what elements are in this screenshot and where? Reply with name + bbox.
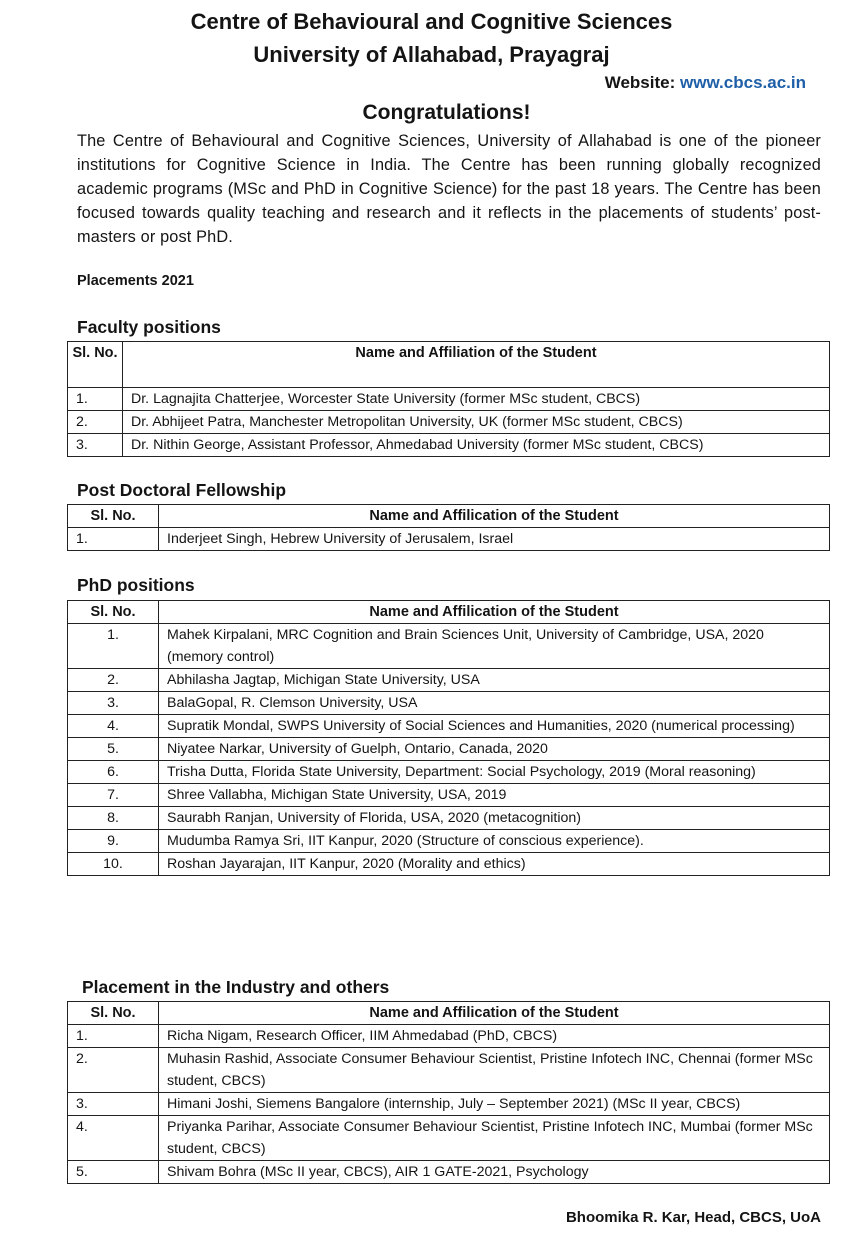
name-cell: Niyatee Narkar, University of Guelph, Ontario, Canada, 2020	[159, 738, 830, 761]
name-cell: Dr. Abhijeet Patra, Manchester Metropolitan University, UK (former MSc student, CBCS)	[123, 411, 830, 434]
name-cell: Trisha Dutta, Florida State University, Department: Social Psychology, 2019 (Moral reasoning)	[159, 761, 830, 784]
table-header-row	[68, 342, 830, 388]
col-name-header: Name and Affilication of the Student	[159, 601, 830, 624]
col-name-header: Name and Affilication of the Student	[159, 1002, 830, 1025]
table-row	[68, 528, 830, 551]
faculty-table	[67, 341, 830, 457]
industry-table	[67, 1001, 830, 1184]
sl-cell: 4.	[68, 1116, 159, 1161]
sl-cell: 3.	[68, 434, 123, 457]
table-row	[68, 624, 830, 669]
name-cell: Abhilasha Jagtap, Michigan State University, USA	[159, 669, 830, 692]
sl-cell: 4.	[68, 715, 159, 738]
table-row	[68, 807, 830, 830]
sl-cell: 8.	[68, 807, 159, 830]
table-header-row	[68, 505, 830, 528]
col-name-header: Name and Affilication of the Student	[159, 505, 830, 528]
table-row	[68, 434, 830, 457]
sl-cell: 10.	[68, 853, 159, 876]
placements-year: Placements 2021	[77, 273, 194, 289]
name-cell: Saurabh Ranjan, University of Florida, USA, 2020 (metacognition)	[159, 807, 830, 830]
university-title: University of Allahabad, Prayagraj	[253, 42, 610, 67]
phd-heading: PhD positions	[77, 575, 195, 595]
col-sl-header: Sl. No.	[68, 505, 159, 528]
website-label: Website:	[604, 73, 676, 92]
table-row	[68, 1116, 830, 1161]
name-cell: Dr. Lagnajita Chatterjee, Worcester State University (former MSc student, CBCS)	[123, 388, 830, 411]
sl-cell: 9.	[68, 830, 159, 853]
congratulations-heading: Congratulations!	[362, 101, 531, 124]
table-row	[68, 784, 830, 807]
name-cell: Himani Joshi, Siemens Bangalore (internship, July – September 2021) (MSc II year, CBCS)	[159, 1093, 830, 1116]
centre-title: Centre of Behavioural and Cognitive Sciences	[190, 9, 673, 34]
phd-table	[67, 600, 830, 876]
sl-cell: 1.	[68, 388, 123, 411]
sl-cell: 1.	[68, 528, 159, 551]
sl-cell: 5.	[68, 1161, 159, 1184]
website-link[interactable]: www.cbcs.ac.in	[680, 73, 806, 92]
table-row	[68, 1161, 830, 1184]
name-cell: Supratik Mondal, SWPS University of Social Sciences and Humanities, 2020 (numerical processing)	[159, 715, 830, 738]
sl-cell: 1.	[68, 624, 159, 669]
name-cell: Richa Nigam, Research Officer, IIM Ahmedabad (PhD, CBCS)	[159, 1025, 830, 1048]
name-cell: Shree Vallabha, Michigan State University, USA, 2019	[159, 784, 830, 807]
col-sl-header: Sl. No.	[68, 601, 159, 624]
sl-cell: 2.	[68, 669, 159, 692]
sl-cell: 5.	[68, 738, 159, 761]
table-row	[68, 1025, 830, 1048]
postdoc-table	[67, 504, 830, 551]
table-row	[68, 388, 830, 411]
industry-heading: Placement in the Industry and others	[82, 977, 390, 997]
sl-cell: 2.	[68, 1048, 159, 1093]
table-row	[68, 738, 830, 761]
name-cell: Mahek Kirpalani, MRC Cognition and Brain Sciences Unit, University of Cambridge, USA, 2020 (memory control)	[159, 624, 830, 669]
name-cell: Roshan Jayarajan, IIT Kanpur, 2020 (Morality and ethics)	[159, 853, 830, 876]
intro-paragraph: The Centre of Behavioural and Cognitive Sciences, University of Allahabad is one of the pioneer institutions for Cognitive Science in India. The Centre has been running globally recognized academic programs (MSc and PhD in Cognitive Science) for the past 18 years. The Centre has been focused towards quality teaching and research and it reflects in the placements of students’ post-masters or post PhD.	[77, 132, 821, 246]
table-row	[68, 853, 830, 876]
name-cell: Inderjeet Singh, Hebrew University of Jerusalem, Israel	[159, 528, 830, 551]
postdoc-heading: Post Doctoral Fellowship	[77, 480, 287, 500]
col-sl-header: Sl. No.	[68, 342, 123, 388]
sl-cell: 3.	[68, 1093, 159, 1116]
name-cell: Dr. Nithin George, Assistant Professor, Ahmedabad University (former MSc student, CBCS)	[123, 434, 830, 457]
table-header-row	[68, 1002, 830, 1025]
table-row	[68, 715, 830, 738]
sl-cell: 7.	[68, 784, 159, 807]
table-row	[68, 411, 830, 434]
website-line	[605, 73, 806, 93]
name-cell: Muhasin Rashid, Associate Consumer Behaviour Scientist, Pristine Infotech INC, Chennai (former MSc student, CBCS)	[159, 1048, 830, 1093]
table-row	[68, 761, 830, 784]
sl-cell: 3.	[68, 692, 159, 715]
table-row	[68, 830, 830, 853]
name-cell: Shivam Bohra (MSc II year, CBCS), AIR 1 GATE-2021, Psychology	[159, 1161, 830, 1184]
signature: Bhoomika R. Kar, Head, CBCS, UoA	[565, 1209, 821, 1226]
name-cell: Mudumba Ramya Sri, IIT Kanpur, 2020 (Structure of conscious experience).	[159, 830, 830, 853]
faculty-heading: Faculty positions	[77, 317, 221, 337]
sl-cell: 6.	[68, 761, 159, 784]
table-header-row	[68, 601, 830, 624]
table-row	[68, 669, 830, 692]
table-row	[68, 1093, 830, 1116]
table-row	[68, 1048, 830, 1093]
name-cell: BalaGopal, R. Clemson University, USA	[159, 692, 830, 715]
sl-cell: 1.	[68, 1025, 159, 1048]
col-name-header: Name and Affiliation of the Student	[123, 342, 830, 388]
col-sl-header: Sl. No.	[68, 1002, 159, 1025]
name-cell: Priyanka Parihar, Associate Consumer Behaviour Scientist, Pristine Infotech INC, Mumbai (former MSc student, CBCS)	[159, 1116, 830, 1161]
sl-cell: 2.	[68, 411, 123, 434]
table-row	[68, 692, 830, 715]
